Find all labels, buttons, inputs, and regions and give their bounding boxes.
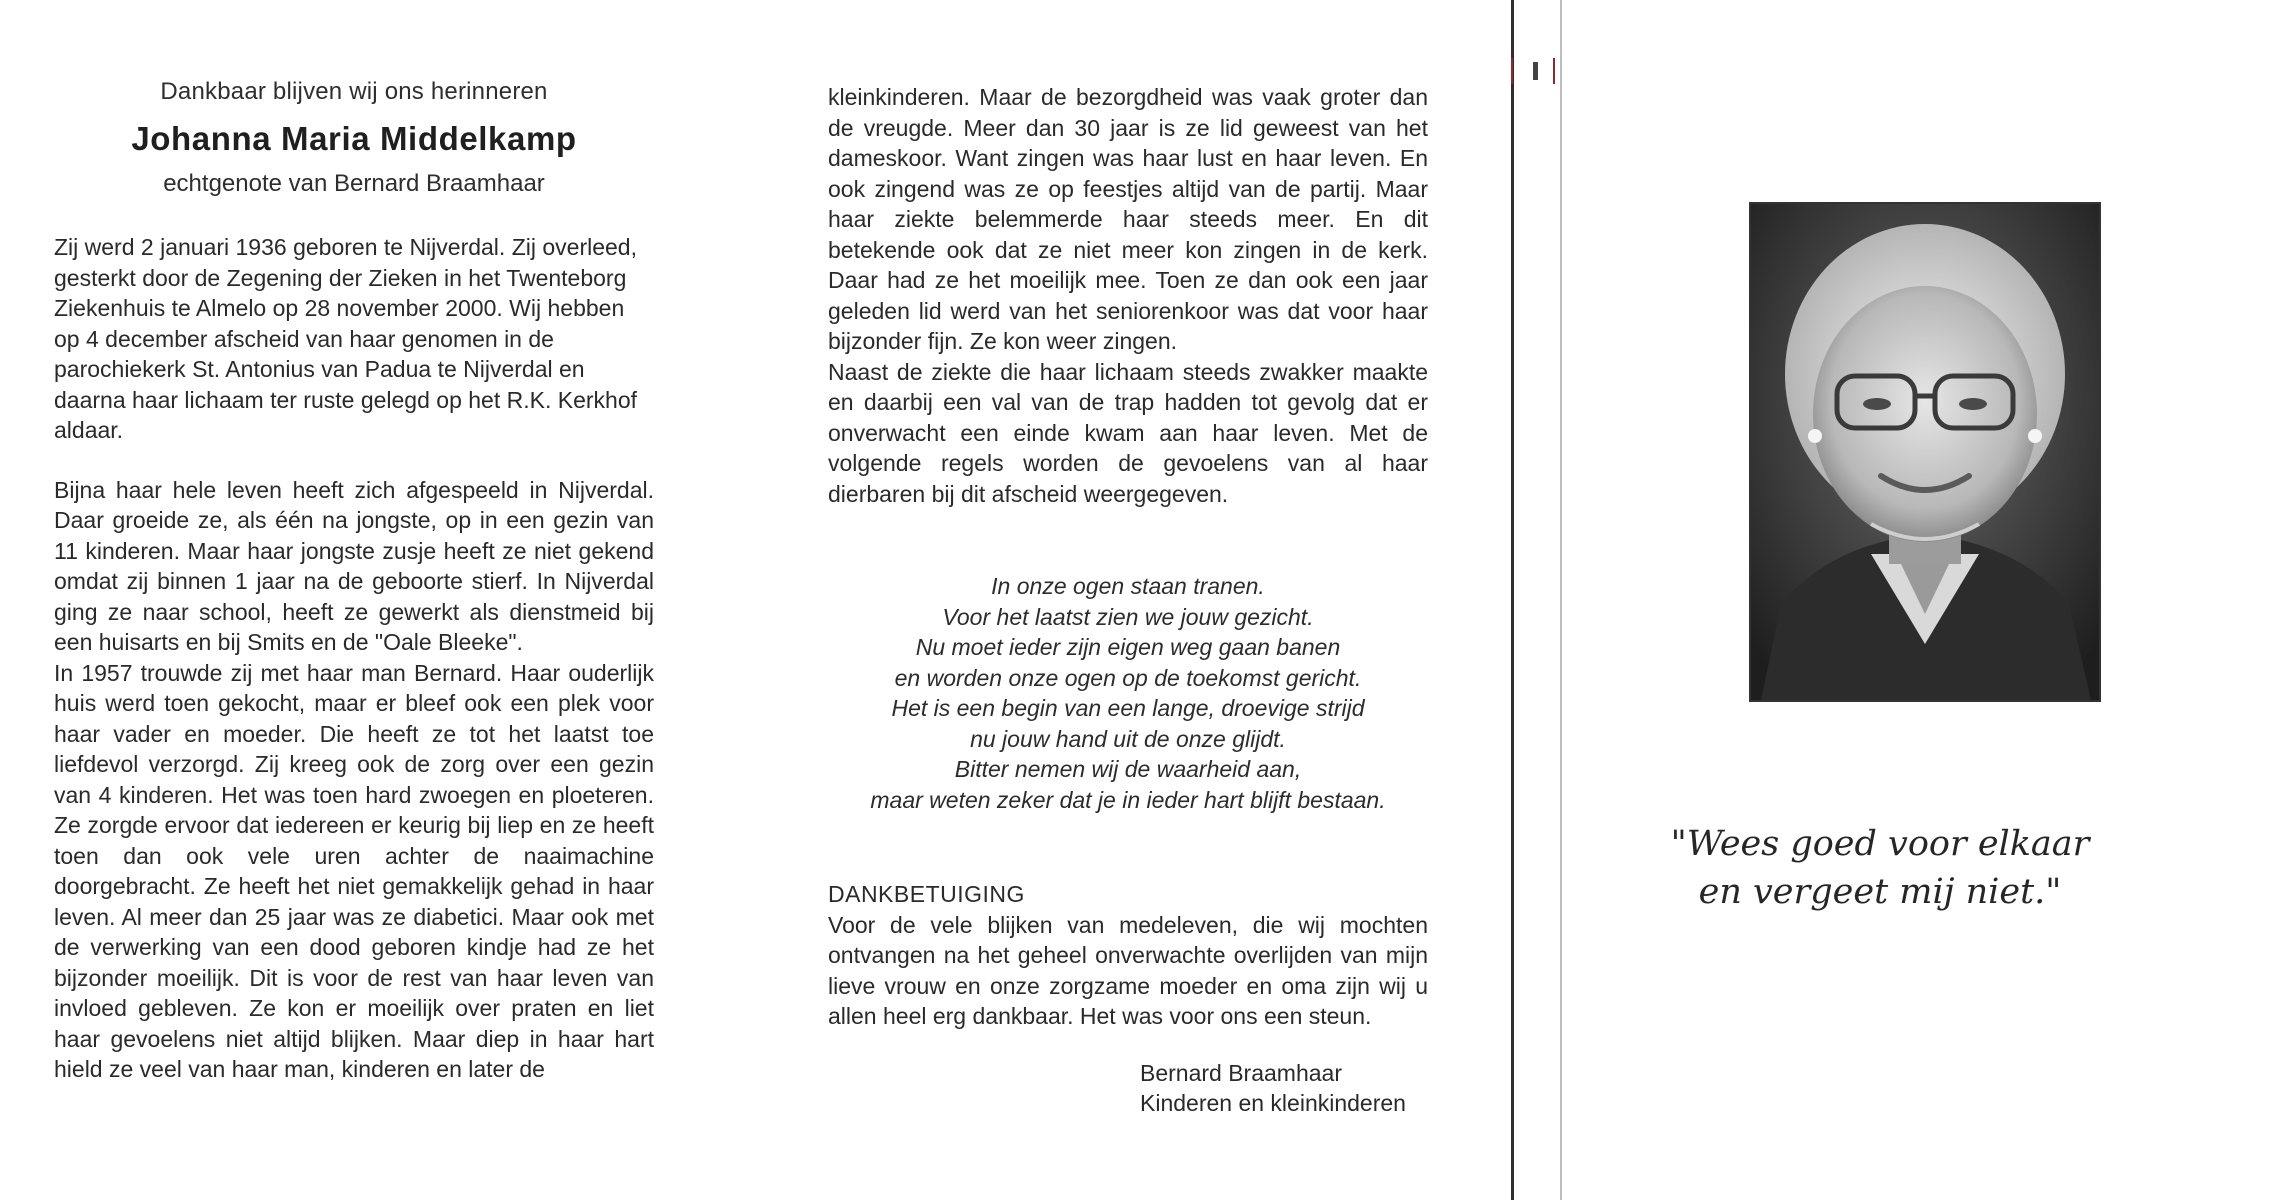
signature-line: Kinderen en kleinkinderen xyxy=(1140,1090,1406,1116)
fold-tick-mark xyxy=(1511,58,1513,84)
signature-line: Bernard Braamhaar xyxy=(1140,1059,1342,1086)
poem xyxy=(828,571,1428,815)
biography-paragraph: Naast de ziekte die haar lichaam steeds zwakker maakte en daarbij een val van de trap hadden tot gevolg dat er onverwacht een einde kwam aan haar leven. Met de volgende regels worden de gevoelens van al haar dierbaren bij dit afscheid weergegeven. xyxy=(828,358,1428,507)
column-2 xyxy=(828,82,1428,1119)
spouse-line: echtgenote van Bernard Braamhaar xyxy=(163,170,545,197)
poem-line: Voor het laatst zien we jouw gezicht. xyxy=(942,603,1314,630)
intro-line: Dankbaar blijven wij ons herinneren xyxy=(160,78,548,105)
thanks-text: Voor de vele blijken van medeleven, die wij mochten ontvangen na het geheel onverwachte overlijden van mijn lieve vrouw en onze zorgzame moeder en oma zijn wij u allen heel erg dankbaar. Het was voor ons een steun. xyxy=(828,911,1428,1029)
poem-line: Het is een begin van een lange, droevige strijd xyxy=(891,695,1365,721)
signature xyxy=(1140,1058,1428,1119)
deceased-name: Johanna Maria Middelkamp xyxy=(131,120,577,157)
portrait-illustration xyxy=(1751,204,2099,700)
poem-line: Nu moet ieder zijn eigen weg gaan banen xyxy=(915,634,1341,660)
poem-line: nu jouw hand uit de onze glijdt. xyxy=(970,725,1286,752)
biography-paragraph: Bijna haar hele leven heeft zich afgespeeld in Nijverdal. Daar groeide ze, als één na jongste, op in een gezin van 11 kinderen. Maar haar jongste zusje heeft ze niet gekend omdat zij binnen 1 jaar na de geboorte stierf. In Nijverdal ging ze naar school, heeft ze gewerkt als dienstmeid bij een huisarts en bij Smits en de "Oale Bleeke". xyxy=(54,476,654,655)
biography-paragraph: Zij werd 2 januari 1936 geboren te Nijverdal. Zij overleed, gesterkt door de Zegening der Zieken in het Twenteborg Ziekenhuis te Almelo op 28 november 2000. Wij hebben op 4 december afscheid van haar genomen in de parochiekerk St. Antonius van Padua te Nijverdal en daarna haar lichaam ter ruste gelegd op het R.K. Kerkhof aldaar. xyxy=(54,234,638,443)
motto-line: en vergeet mij niet." xyxy=(1698,872,2062,912)
poem-line: Bitter nemen wij de waarheid aan, xyxy=(954,756,1302,782)
poem-line: In onze ogen staan tranen. xyxy=(991,573,1265,599)
poem-line: maar weten zeker dat je in ieder hart blijft bestaan. xyxy=(870,786,1386,813)
right-page xyxy=(1520,0,2281,1200)
page-fold-line xyxy=(1511,0,1514,1200)
motto-line: "Wees goed voor elkaar xyxy=(1670,824,2090,864)
portrait-photo xyxy=(1749,202,2101,702)
biography-paragraph: In 1957 trouwde zij met haar man Bernard. Haar ouderlijk huis werd toen gekocht, maar er bleef ook een plek voor haar vader en moeder. Die heeft ze tot het laatst toe liefdevol verzorgd. Zij kreeg ook de zorg over een gezin van 4 kinderen. Het was toen hard zwoegen en ploeteren. Ze zorgde ervoor dat iedereen er keurig bij liep en ze heeft toen dan ook vele uren achter de naaimachine doorgebracht. Ze heeft het niet gemakkelijk gehad in haar leven. Al meer dan 25 jaar was ze diabetici. Maar ook met de verwerking van een dood geboren kindje had ze het bijzonder moeilijk. Dit is voor de rest van haar leven van invloed gebleven. Ze kon er moeilijk over praten en liet haar gevoelens niet altijd blijken. Maar diep in haar hart hield ze veel van haar man, kinderen en later de xyxy=(54,659,654,1082)
biography-paragraph: kleinkinderen. Maar de bezorgdheid was vaak groter dan de vreugde. Meer dan 30 jaar is ze lid geweest van het dameskoor. Want zingen was haar lust en haar leven. En ook zingend was ze op feestjes altijd van de partij. Maar haar ziekte belemmerde haar steeds meer. En dit betekende ook dat ze niet meer kon zingen in de kerk. Daar had ze het moeilijk mee. Toen ze dan ook een jaar geleden lid werd van het seniorenkoor was dat voor haar bijzonder fijn. Ze kon weer zingen. xyxy=(828,84,1428,354)
thanks-heading: DANKBETUIGING xyxy=(828,881,1025,907)
poem-line: en worden onze ogen op de toekomst gericht. xyxy=(894,664,1362,691)
column-1 xyxy=(54,78,654,1085)
motto xyxy=(1620,820,2140,916)
